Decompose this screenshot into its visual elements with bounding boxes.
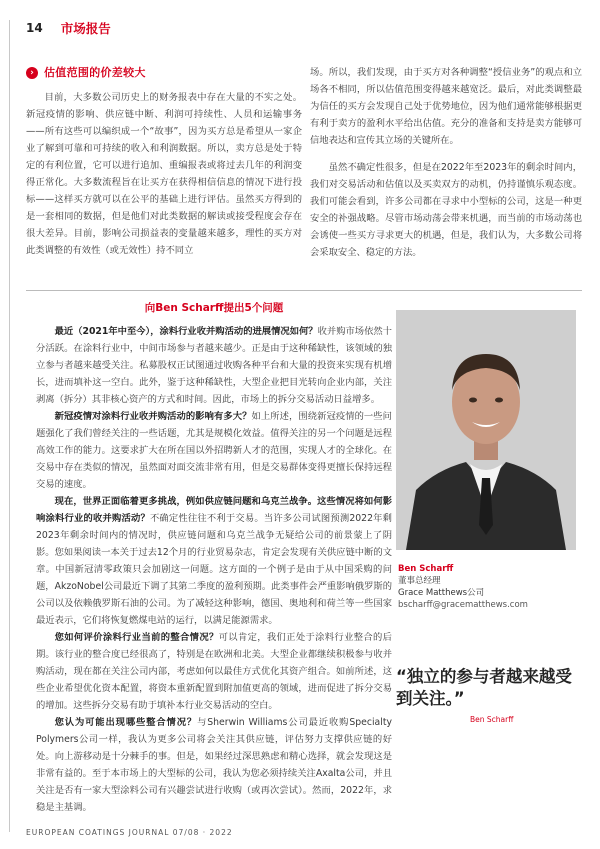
article-right-paragraph-1: 场。所以，我们发现，由于买方对各种调整“授信业务”的观点和立场各不相同，所以估值范围变得越来越宽泛。最后，对此类调整最为信任的买方会发现自己处于优势地位，因为他们通常能够根据更有利于卖方的盈利水平给出估值。充分的准备和支持是卖方能够可信地表达和宣传其立场的关键所在。 bbox=[310, 67, 582, 146]
interview-answer: 如上所述，围绕新冠疫情的一些问题强化了我们曾经关注的一些话题，尤其是规模化效益。值得关注的另一个问题是远程高效工作的能力。这要求扩大在所在国以外招聘新人才的范围，实现人才的全球化。在交易中存在类似的情况，虽然面对面交流非常有用，但是交易群体变得更擅长保持远程交易的速度。 bbox=[36, 411, 392, 490]
profile-email[interactable]: bscharff@gracematthews.com bbox=[398, 600, 528, 610]
page-footer: EUROPEAN COATINGS JOURNAL 07/08 · 2022 bbox=[26, 828, 233, 837]
profile-caption bbox=[398, 563, 588, 611]
page-side-rule bbox=[9, 20, 10, 832]
profile-name: Ben Scharff bbox=[398, 564, 454, 574]
article-heading-text: 估值范围的价差较大 bbox=[44, 66, 146, 79]
interview-question: 最近（2021年中至今），涂料行业收并购活动的进展情况如何？ bbox=[54, 326, 318, 337]
interview-question: 您如何评价涂料行业当前的整合情况？ bbox=[54, 632, 219, 643]
interview-answer: 与Sherwin Williams公司最近收购Specialty Polymers公司一样，我认为更多公司将会关注其供应链，评估努力支撑供应链的好处。向上游移动是十分棘手的事。但是，如果经过深思熟虑和精心选择，就会发现这是非常有益的。至于本市场上的大型标的公司，我认为您必须持续关注Axalta公司，并且关注是否有一家大型涂料公司有兴趣尝试进行收购（或再次尝试）。然而，2022年，求稳是主基调。 bbox=[36, 717, 392, 813]
page-number: 14 bbox=[26, 21, 43, 35]
interview-item-2 bbox=[36, 408, 392, 493]
section-divider bbox=[26, 290, 582, 291]
portrait-illustration bbox=[396, 310, 576, 550]
pull-quote-attribution: Ben Scharff bbox=[470, 715, 514, 724]
article-left-paragraph: 目前，大多数公司历史上的财务报表中存在大量的不实之处。新冠疫情的影响、供应链中断、利润可持续性、人员和运输事务——所有这些可以编织成一个“故事”，因为买方总是希望从一家企业了解到可靠和可持续的收入和利润数据。所以，卖方总是处于特定的有利位置，它可以进行追加、重编报表或将过去几年的利润变得正常化。大多数流程旨在让买方在获得相信信息的情况下进行投标——这样买方就可以在公平的基础上进行评估。虽然买方得到的是一套相同的数据，但是他们对此类数据的解读或接受程度会存在很大差异。目前，影响公司损益表的变量越来越多，理性的买方对此类调整的有效性（或无效性）持不同立 bbox=[26, 92, 302, 256]
interview-question: 您认为可能出现哪些整合情况？ bbox=[54, 717, 198, 728]
section-title: 市场报告 bbox=[60, 21, 111, 36]
interview-question: 新冠疫情对涂料行业收并购活动的影响有多大？ bbox=[54, 411, 252, 422]
article-right-paragraph-2: 虽然不确定性很多，但是在2022年至2023年的剩余时间内，我们对交易活动和估值以及买卖双方的动机，仍持谨慎乐观态度。我们可能会看到，许多公司都在寻求中小型标的公司，这是一种更安全的补强战略。尽管市场动荡会带来机遇，而当前的市场动荡也会诱使一些买方寻求更大的机遇，但是，我们认为，大多数公司将会采取安全、稳定的方法。 bbox=[310, 162, 582, 258]
pull-quote: “独立的参与者越来越受到关注。” bbox=[396, 667, 572, 708]
interview-title: 向Ben Scharff提出5个问题 bbox=[144, 302, 284, 314]
article-heading bbox=[26, 64, 302, 81]
page-header bbox=[26, 18, 111, 38]
interview-item-5 bbox=[36, 714, 392, 816]
interview-answer: 收并购市场依然十分活跃。在涂料行业中，中间市场参与者越来越少。正是由于这种稀缺性，该领域的独立参与者越来越受关注。私募股权正试图通过收购各种平台和大量的投资来实现有机增长，进而填补这一空白。此外，鉴于这种稀缺性，大型企业把目光转向企业内部，关注剥离（拆分）其非核心资产的方式和时间。因此，市场上的拆分交易活动日益增多。 bbox=[36, 326, 392, 405]
interview-item-3 bbox=[36, 493, 392, 629]
portrait-photo bbox=[396, 310, 576, 550]
interview-question: 现在，世界正面临着更多挑战，例如供应链问题和乌克兰战争。这些情况将如何影响涂料行业的收并购活动？ bbox=[36, 496, 392, 524]
chevron-right-icon: › bbox=[26, 67, 38, 79]
profile-company: Grace Matthews公司 bbox=[398, 588, 485, 598]
interview-answer: 不确定性往往不利于交易。当许多公司试图预测2022年剩2023年剩余时间内的情况时，供应链问题和乌克兰战争无疑给公司的前景蒙上了阴影。您如果阅读一本关于过去12个月的行业贸易杂志，肯定会发现有关供应链中断的文章。中国新冠清零政策只会加剧这一问题。这方面的一个例子是由于从中国采购的问题，AkzoNobel公司最近下调了其第二季度的盈利预期。此类事件会严重影响俄罗斯的公司以及依赖俄罗斯石油的公司。为了减轻这种影响，德国、奥地利和荷兰等一些国家最近表示，它们将恢复燃煤电站的运行，以满足能源需求。 bbox=[36, 513, 392, 626]
profile-role: 董事总经理 bbox=[398, 576, 441, 586]
interview-section bbox=[36, 300, 392, 816]
interview-item-4 bbox=[36, 629, 392, 714]
interview-answer: 可以肯定，我们正处于涂料行业整合的后期。该行业的整合度已经很高了，特别是在欧洲和北美。大型企业都继续积极参与收并购活动，现在都在关注公司内部，考虑如何以最佳方式优化其资产组合。如前所述，这些企业希望优化资本配置，将资本重新配置到附加值更高的领域，进而促进了拆分交易的增加。这些拆分交易有助于填补本行业交易活动的空白。 bbox=[36, 632, 392, 711]
article-right-column bbox=[310, 64, 582, 261]
interview-item-1 bbox=[36, 323, 392, 408]
article-left-column bbox=[26, 64, 302, 259]
